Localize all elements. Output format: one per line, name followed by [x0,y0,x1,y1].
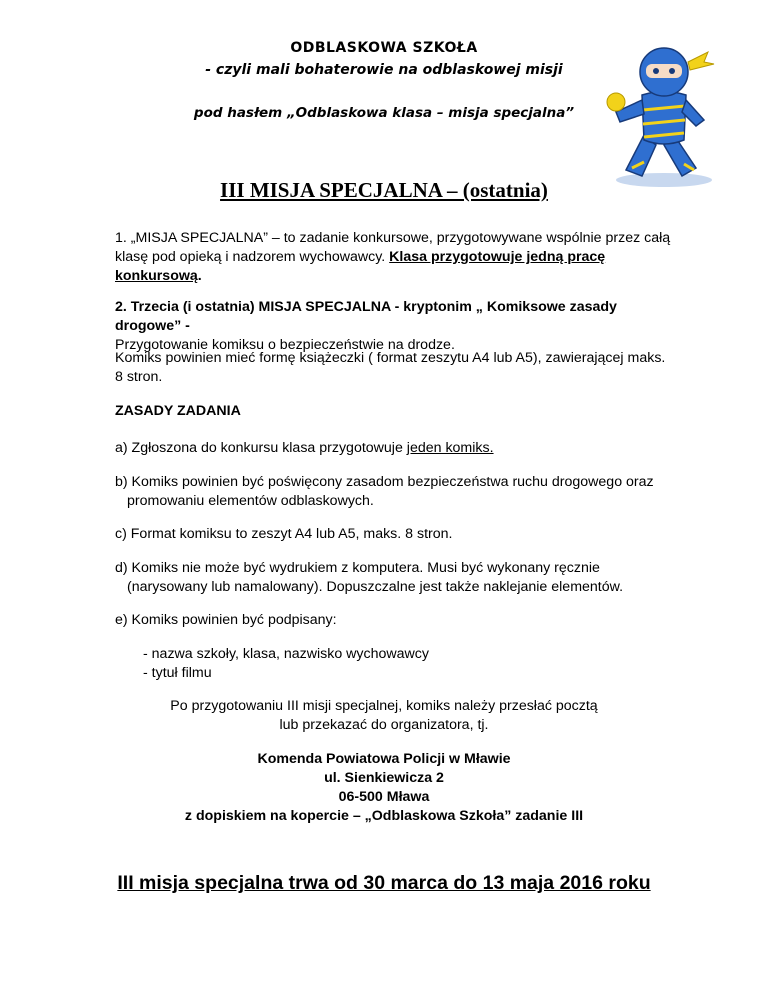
rule-d-line2: (narysowany lub namalowany). Dopuszczalne jest także naklejanie elementów. [127,579,624,595]
rule-d-line1: d) Komiks nie może być wydrukiem z komputera. Musi być wykonany ręcznie [115,560,600,576]
address-line4: z dopiskiem na kopercie – „Odblaskowa Szkoła” zadanie III [184,808,584,824]
rules-heading: ZASADY ZADANIA [115,403,241,419]
paragraph-mission [115,298,685,355]
address-line3: 06-500 Mława [338,789,430,805]
mission-heading: 2. Trzecia (i ostatnia) MISJA SPECJALNA - kryptonim „ Komiksowe zasady drogowe” - [115,299,617,334]
deadline-banner: III misja specjalna trwa od 30 marca do 13 maja 2016 roku [117,872,651,894]
signature-list [143,645,429,683]
rule-b-line1: b) Komiks powinien być poświęcony zasadom bezpieczeństwa ruchu drogowego oraz [115,474,654,490]
header-subtitle: - czyli mali bohaterowie na odblaskowej misji [205,62,563,78]
address-line1: Komenda Powiatowa Policji w Mławie [257,751,511,767]
list-item: - nazwa szkoły, klasa, nazwisko wychowawcy [143,646,429,662]
intro-text: 1. „MISJA SPECJALNA” – to zadanie konkursowe, przygotowywane wspólnie przez całą klasę pod opieką i nadzorem wychowawcy. [115,230,671,265]
header-title: ODBLASKOWA SZKOŁA [290,40,478,56]
page-title: III MISJA SPECJALNA – (ostatnia) [220,178,548,202]
address-line2: ul. Sienkiewicza 2 [324,770,444,786]
paragraph-intro [115,229,675,286]
header-motto: pod hasłem „Odblaskowa klasa – misja specjalna” [193,105,575,121]
intro-emphasis: Klasa przygotowuje jedną pracę konkursową [115,249,606,284]
ninja-mascot-icon [604,40,724,190]
delivery-line1: Po przygotowaniu III misji specjalnej, komiks należy przesłać pocztą [170,698,598,714]
rule-c: c) Format komiksu to zeszyt A4 lub A5, maks. 8 stron. [115,526,453,542]
organizer-address [0,750,768,826]
rule-a [115,439,494,458]
rule-a-text: a) Zgłoszona do konkursu klasa przygotowuje [115,440,407,456]
rule-a-underlined: jeden komiks. [406,440,494,456]
rule-e: e) Komiks powinien być podpisany: [115,612,337,628]
delivery-line2: lub przekazać do organizatora, tj. [279,717,489,733]
rule-b [115,473,675,511]
delivery-instructions [0,697,768,735]
list-item: - tytuł filmu [143,665,212,681]
rule-b-line2: promowaniu elementów odblaskowych. [127,493,374,509]
mission-text: Przygotowanie komiksu o bezpieczeństwie na drodze. [115,337,455,353]
intro-end: . [197,268,202,284]
paragraph-format: Komiks powinien mieć formę książeczki ( format zeszytu A4 lub A5), zawierającej maks. 8 stron. [115,350,666,385]
rule-d [115,559,675,597]
